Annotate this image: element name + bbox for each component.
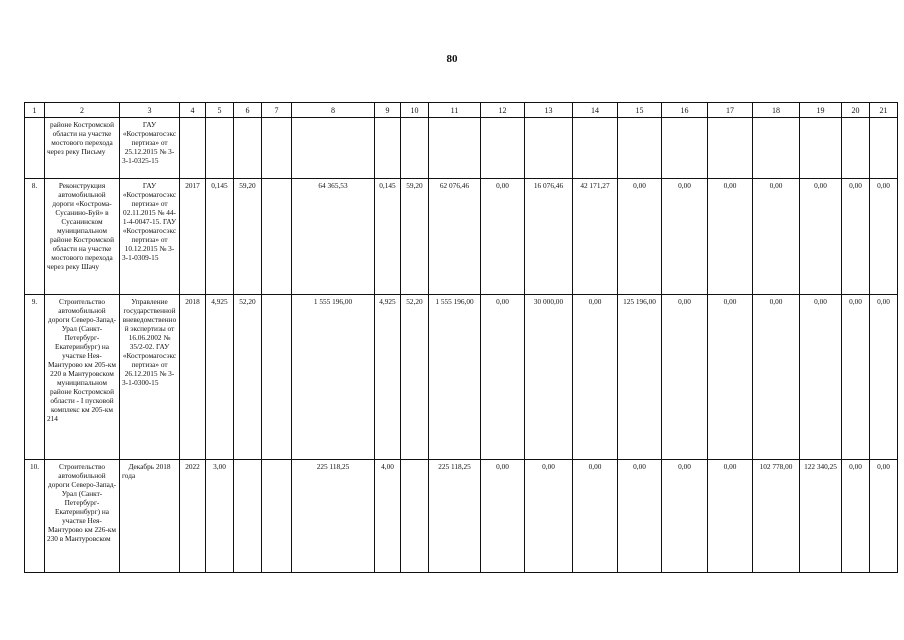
- row-index: 9.: [25, 295, 45, 460]
- expertise-info: Управление государственной вневедомственной экспертизы от 16.06.2002 № 35/2-02. ГАУ «Костромагосэкспертиза» от 26.12.2015 № 3-3-1-0300-15: [120, 295, 180, 460]
- column-number: 6: [234, 103, 262, 118]
- cell-c20: 0,00: [842, 295, 870, 460]
- column-number: 10: [401, 103, 429, 118]
- object-name: районе Костромской области на участке мостового перехода через реку Письму: [45, 118, 120, 179]
- cell-c16: 0,00: [662, 460, 708, 573]
- cell-c12: 0,00: [481, 295, 525, 460]
- cell-c15: 0,00: [618, 460, 662, 573]
- row-index: 8.: [25, 179, 45, 295]
- cell-c10: [401, 118, 429, 179]
- column-number: 15: [618, 103, 662, 118]
- cell-c18: 0,00: [753, 179, 800, 295]
- cell-c6: [234, 118, 262, 179]
- column-number: 17: [708, 103, 753, 118]
- cell-c4: [180, 118, 206, 179]
- cell-c7: [262, 179, 292, 295]
- column-number: 7: [262, 103, 292, 118]
- cell-c18: 0,00: [753, 295, 800, 460]
- table-row: [25, 118, 898, 179]
- cell-c17: 0,00: [708, 460, 753, 573]
- cell-c8: [292, 118, 375, 179]
- column-number: 3: [120, 103, 180, 118]
- cell-c6: [234, 460, 262, 573]
- cell-c9: 4,925: [375, 295, 401, 460]
- column-number: 14: [573, 103, 618, 118]
- row-index: 10.: [25, 460, 45, 573]
- column-number: 11: [429, 103, 481, 118]
- object-name: Строительство автомобильной дороги Северо-Запад-Урал (Санкт-Петербург-Екатеринбург) на участке Нея-Мантурово км 205-км 220 в Мантуровском муниципальном районе Костромской области - I пусковой комплекс км 205-км 214: [45, 295, 120, 460]
- cell-c5: 4,925: [206, 295, 234, 460]
- column-number: 16: [662, 103, 708, 118]
- cell-c5: 0,145: [206, 179, 234, 295]
- cell-c7: [262, 460, 292, 573]
- column-number: 19: [800, 103, 842, 118]
- cell-c5: 3,00: [206, 460, 234, 573]
- cell-c10: 59,20: [401, 179, 429, 295]
- cell-c13: [525, 118, 573, 179]
- cell-c8: 1 555 196,00: [292, 295, 375, 460]
- cell-c19: 0,00: [800, 295, 842, 460]
- cell-c16: 0,00: [662, 179, 708, 295]
- column-number: 5: [206, 103, 234, 118]
- cell-c21: 0,00: [870, 179, 898, 295]
- cell-c4: 2022: [180, 460, 206, 573]
- cell-c9: 4,00: [375, 460, 401, 573]
- cell-c7: [262, 118, 292, 179]
- cell-c12: 0,00: [481, 460, 525, 573]
- cell-c16: [662, 118, 708, 179]
- cell-c6: 52,20: [234, 295, 262, 460]
- cell-c12: 0,00: [481, 179, 525, 295]
- page-number: 80: [446, 53, 458, 65]
- cell-c15: 125 196,00: [618, 295, 662, 460]
- cell-c14: 0,00: [573, 295, 618, 460]
- expertise-info: ГАУ «Костромагосэкспертиза» от 02.11.2015 № 44-1-4-0047-15. ГАУ «Костромагосэкспертиза» от 10.12.2015 № 3-3-1-0309-15: [120, 179, 180, 295]
- cell-c17: 0,00: [708, 295, 753, 460]
- cell-c19: 0,00: [800, 179, 842, 295]
- cell-c9: [375, 118, 401, 179]
- column-number: 1: [25, 103, 45, 118]
- cell-c8: 64 365,53: [292, 179, 375, 295]
- cell-c4: 2018: [180, 295, 206, 460]
- expertise-info: Декабрь 2018 года: [120, 460, 180, 573]
- cell-c19: [800, 118, 842, 179]
- cell-c20: 0,00: [842, 460, 870, 573]
- cell-c17: [708, 118, 753, 179]
- cell-c14: 0,00: [573, 460, 618, 573]
- cell-c20: 0,00: [842, 179, 870, 295]
- column-number-row: [25, 103, 898, 118]
- cell-c14: [573, 118, 618, 179]
- cell-c11: 225 118,25: [429, 460, 481, 573]
- cell-c5: [206, 118, 234, 179]
- table-row: [25, 179, 898, 295]
- cell-c12: [481, 118, 525, 179]
- column-number: 2: [45, 103, 120, 118]
- cell-c17: 0,00: [708, 179, 753, 295]
- cell-c21: 0,00: [870, 295, 898, 460]
- expertise-info: ГАУ «Костромагосэкспертиза» от 25.12.2015 № 3-3-1-0325-15: [120, 118, 180, 179]
- column-number: 12: [481, 103, 525, 118]
- cell-c15: [618, 118, 662, 179]
- cell-c13: 30 000,00: [525, 295, 573, 460]
- column-number: 8: [292, 103, 375, 118]
- cell-c20: [842, 118, 870, 179]
- column-number: 20: [842, 103, 870, 118]
- cell-c7: [262, 295, 292, 460]
- cell-c11: [429, 118, 481, 179]
- cell-c11: 1 555 196,00: [429, 295, 481, 460]
- cell-c16: 0,00: [662, 295, 708, 460]
- cell-c18: [753, 118, 800, 179]
- cell-c15: 0,00: [618, 179, 662, 295]
- cell-c4: 2017: [180, 179, 206, 295]
- cell-c13: 0,00: [525, 460, 573, 573]
- cell-c19: 122 340,25: [800, 460, 842, 573]
- cell-c6: 59,20: [234, 179, 262, 295]
- cell-c11: 62 076,46: [429, 179, 481, 295]
- cell-c13: 16 076,46: [525, 179, 573, 295]
- cell-c10: 52,20: [401, 295, 429, 460]
- object-name: Строительство автомобильной дороги Северо-Запад-Урал (Санкт-Петербург-Екатеринбург) на участке Нея-Мантурово км 226-км 230 в Мантуровском: [45, 460, 120, 573]
- budget-table: [24, 102, 898, 573]
- column-number: 4: [180, 103, 206, 118]
- cell-c10: [401, 460, 429, 573]
- column-number: 18: [753, 103, 800, 118]
- cell-c9: 0,145: [375, 179, 401, 295]
- cell-c14: 42 171,27: [573, 179, 618, 295]
- column-number: 13: [525, 103, 573, 118]
- table-row: [25, 460, 898, 573]
- cell-c8: 225 118,25: [292, 460, 375, 573]
- column-number: 9: [375, 103, 401, 118]
- cell-c21: [870, 118, 898, 179]
- cell-c18: 102 778,00: [753, 460, 800, 573]
- column-number: 21: [870, 103, 898, 118]
- object-name: Реконструкция автомобильной дороги «Кострома-Сусанино-Буй» в Сусанинском муниципальном районе Костромской области на участке мостового перехода через реку Шачу: [45, 179, 120, 295]
- row-index: [25, 118, 45, 179]
- table-row: [25, 295, 898, 460]
- cell-c21: 0,00: [870, 460, 898, 573]
